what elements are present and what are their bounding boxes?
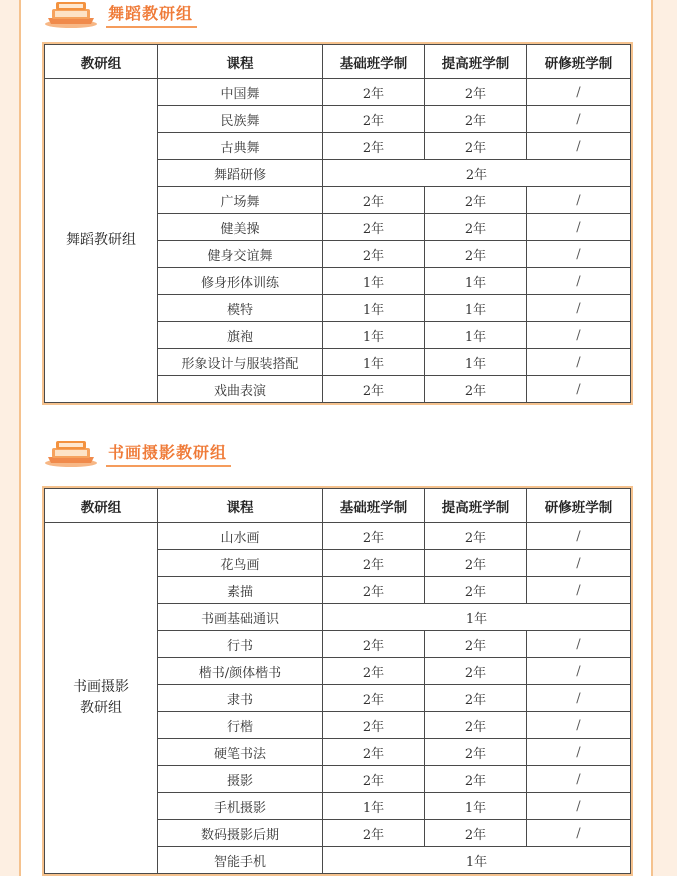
basic-cell: 1年 [323, 349, 425, 376]
advanced-cell: 2年 [425, 214, 527, 241]
course-cell: 花鸟画 [158, 550, 323, 577]
research-cell: / [527, 133, 631, 160]
table-header-row [45, 489, 631, 523]
merged-duration-cell: 1年 [323, 847, 631, 874]
basic-cell: 2年 [323, 79, 425, 106]
basic-cell: 1年 [323, 295, 425, 322]
research-cell: / [527, 79, 631, 106]
advanced-cell: 1年 [425, 349, 527, 376]
advanced-cell: 2年 [425, 550, 527, 577]
research-cell: / [527, 577, 631, 604]
advanced-cell: 2年 [425, 766, 527, 793]
group-cell [45, 523, 158, 874]
dance-table [44, 44, 631, 403]
group-cell: 舞蹈教研组 [45, 79, 158, 403]
course-cell: 古典舞 [158, 133, 323, 160]
group-label-line2: 教研组 [80, 700, 122, 716]
header-course: 课程 [158, 489, 323, 523]
research-cell: / [527, 793, 631, 820]
course-cell: 形象设计与服装搭配 [158, 349, 323, 376]
basic-cell: 1年 [323, 322, 425, 349]
course-cell: 广场舞 [158, 187, 323, 214]
section-header-dance [44, 0, 197, 28]
advanced-cell: 2年 [425, 820, 527, 847]
research-cell: / [527, 295, 631, 322]
course-cell: 楷书/颜体楷书 [158, 658, 323, 685]
research-cell: / [527, 820, 631, 847]
header-group: 教研组 [45, 45, 158, 79]
course-cell: 中国舞 [158, 79, 323, 106]
advanced-cell: 1年 [425, 295, 527, 322]
course-cell: 民族舞 [158, 106, 323, 133]
course-cell: 模特 [158, 295, 323, 322]
section-title: 书画摄影教研组 [106, 440, 231, 467]
basic-cell: 2年 [323, 631, 425, 658]
basic-cell: 2年 [323, 550, 425, 577]
course-cell: 硬笔书法 [158, 739, 323, 766]
header-basic: 基础班学制 [323, 45, 425, 79]
research-cell: / [527, 214, 631, 241]
course-cell: 数码摄影后期 [158, 820, 323, 847]
research-cell: / [527, 631, 631, 658]
research-cell: / [527, 658, 631, 685]
advanced-cell: 2年 [425, 631, 527, 658]
advanced-cell: 2年 [425, 712, 527, 739]
course-cell: 隶书 [158, 685, 323, 712]
basic-cell: 2年 [323, 685, 425, 712]
course-cell: 智能手机 [158, 847, 323, 874]
advanced-cell: 2年 [425, 241, 527, 268]
course-cell: 舞蹈研修 [158, 160, 323, 187]
advanced-cell: 2年 [425, 79, 527, 106]
course-cell: 行楷 [158, 712, 323, 739]
course-cell: 素描 [158, 577, 323, 604]
course-cell: 摄影 [158, 766, 323, 793]
research-cell: / [527, 376, 631, 403]
header-research: 研修班学制 [527, 45, 631, 79]
research-cell: / [527, 241, 631, 268]
header-research: 研修班学制 [527, 489, 631, 523]
basic-cell: 1年 [323, 793, 425, 820]
basic-cell: 2年 [323, 241, 425, 268]
research-cell: / [527, 550, 631, 577]
advanced-cell: 2年 [425, 376, 527, 403]
section-header-calligraphy [44, 439, 231, 467]
basic-cell: 2年 [323, 739, 425, 766]
course-cell: 山水画 [158, 523, 323, 550]
course-cell: 修身形体训练 [158, 268, 323, 295]
research-cell: / [527, 766, 631, 793]
course-cell: 行书 [158, 631, 323, 658]
research-cell: / [527, 739, 631, 766]
calligraphy-table [44, 488, 631, 874]
table-row [45, 79, 631, 106]
course-cell: 健身交谊舞 [158, 241, 323, 268]
research-cell: / [527, 712, 631, 739]
table-header-row [45, 45, 631, 79]
merged-duration-cell: 2年 [323, 160, 631, 187]
advanced-cell: 2年 [425, 577, 527, 604]
research-cell: / [527, 349, 631, 376]
research-cell: / [527, 322, 631, 349]
research-cell: / [527, 685, 631, 712]
course-cell: 旗袍 [158, 322, 323, 349]
basic-cell: 2年 [323, 376, 425, 403]
header-group: 教研组 [45, 489, 158, 523]
advanced-cell: 1年 [425, 793, 527, 820]
course-cell: 书画基础通识 [158, 604, 323, 631]
advanced-cell: 2年 [425, 523, 527, 550]
basic-cell: 2年 [323, 712, 425, 739]
merged-duration-cell: 1年 [323, 604, 631, 631]
basic-cell: 2年 [323, 214, 425, 241]
research-cell: / [527, 523, 631, 550]
course-cell: 健美操 [158, 214, 323, 241]
basic-cell: 2年 [323, 658, 425, 685]
section-title: 舞蹈教研组 [106, 1, 197, 28]
header-basic: 基础班学制 [323, 489, 425, 523]
research-cell: / [527, 106, 631, 133]
basic-cell: 2年 [323, 133, 425, 160]
basic-cell: 2年 [323, 820, 425, 847]
course-cell: 戏曲表演 [158, 376, 323, 403]
advanced-cell: 2年 [425, 658, 527, 685]
header-advanced: 提高班学制 [425, 45, 527, 79]
advanced-cell: 1年 [425, 268, 527, 295]
advanced-cell: 1年 [425, 322, 527, 349]
course-cell: 手机摄影 [158, 793, 323, 820]
book-stack-icon [44, 0, 98, 28]
basic-cell: 2年 [323, 766, 425, 793]
basic-cell: 2年 [323, 187, 425, 214]
header-advanced: 提高班学制 [425, 489, 527, 523]
advanced-cell: 2年 [425, 685, 527, 712]
basic-cell: 2年 [323, 523, 425, 550]
header-course: 课程 [158, 45, 323, 79]
advanced-cell: 2年 [425, 133, 527, 160]
table-row [45, 523, 631, 550]
advanced-cell: 2年 [425, 187, 527, 214]
basic-cell: 1年 [323, 268, 425, 295]
research-cell: / [527, 187, 631, 214]
advanced-cell: 2年 [425, 106, 527, 133]
basic-cell: 2年 [323, 577, 425, 604]
research-cell: / [527, 268, 631, 295]
advanced-cell: 2年 [425, 739, 527, 766]
book-stack-icon [44, 439, 98, 467]
basic-cell: 2年 [323, 106, 425, 133]
group-label-line1: 书画摄影 [73, 679, 129, 695]
